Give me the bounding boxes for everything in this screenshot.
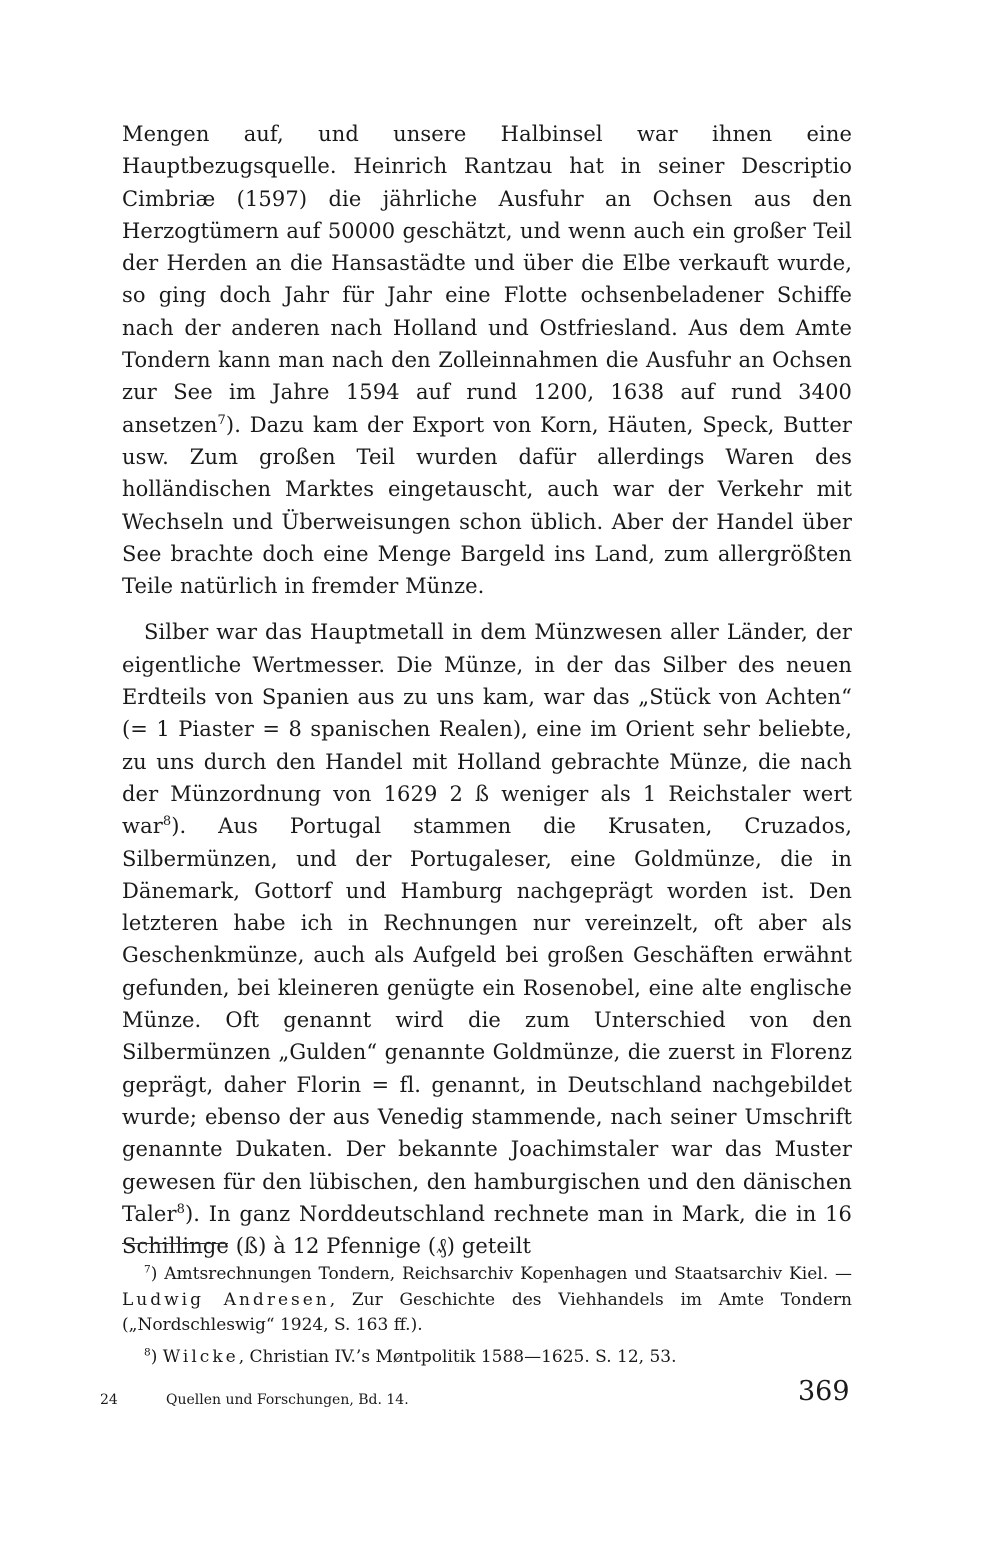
footnote-ref-8-second: 8 — [176, 1201, 185, 1217]
footnotes — [122, 1262, 852, 1370]
footnote-8-author: Wilcke — [162, 1346, 239, 1367]
footnote-8-text-a: ) — [150, 1346, 163, 1367]
page-number: 369 — [798, 1376, 850, 1407]
paragraph-1-text-a: Mengen auf, und unsere Halbinsel war ihnen eine Hauptbezugsquelle. Heinrich Rantzau hat in seiner Descriptio Cimbriæ (1597) die jährliche Ausfuhr an Ochsen aus den Herzogtümern auf 50000 geschätzt, und wenn auch ein großer Teil der Herden an die Hansastädte und über die Elbe verkauft wurde, so ging doch Jahr für Jahr eine Flotte ochsenbeladener Schiffe nach der anderen nach Holland und Ostfriesland. Aus dem Amte Tondern kann man nach den Zolleinnahmen die Ausfuhr an Ochsen zur See im Jahre 1594 auf rund 1200, 1638 auf rund 3400 ansetzen — [122, 122, 852, 437]
paragraph-1-text-b: ). Dazu kam der Export von Korn, Häuten, Speck, Butter usw. Zum großen Teil wurden dafür allerdings Waren des holländischen Marktes eingetauscht, auch war der Verkehr mit Wechseln und Überweisungen schon üblich. Aber der Handel über See brachte doch eine Menge Bargeld ins Land, zum allergrößten Teile natürlich in fremder Münze. — [122, 412, 852, 599]
paragraph-1 — [122, 118, 852, 602]
main-text — [122, 118, 852, 1262]
paragraph-2-text-a: Silber war das Hauptmetall in dem Münzwesen aller Länder, der eigentliche Wertmesser. Die Münze, in der das Silber des neuen Erdteils von Spanien aus zu uns kam, war das „Stück von Achten“ (= 1 Piaster = 8 spanischen Realen), eine im Orient sehr beliebte, zu uns durch den Handel mit Holland gebrachte Münze, die nach der Münzordnung von 1629 2 ß weniger als 1 Reichstaler wert war — [122, 620, 852, 839]
paragraph-2-text-c: ). In ganz Norddeutschland rechnete man in Mark, die in 16 Schillinge (ß) à 12 Pfennige (₰) geteilt — [122, 1201, 852, 1259]
footnote-7-text-b: , Zur Geschichte des Viehhandels im Amte Tondern („Nordschleswig“ 1924, S. 163 ff.). — [122, 1289, 852, 1335]
source-line: Quellen und Forschungen, Bd. 14. — [166, 1392, 409, 1408]
footnote-ref-7: 7 — [217, 412, 226, 428]
footnote-ref-8: 8 — [162, 814, 172, 830]
footnote-7-text-a: ) Amtsrechnungen Tondern, Reichsarchiv Kopenhagen und Staatsarchiv Kiel. — — [150, 1264, 852, 1284]
footnote-8-mark: 8 — [144, 1345, 151, 1358]
signature-mark: 24 — [100, 1392, 118, 1408]
footnote-8-text-b: , Christian IV.’s Møntpolitik 1588—1625. S. 12, 53. — [238, 1346, 677, 1367]
paragraph-2-text-b: ). Aus Portugal stammen die Krusaten, Cruzados, Silbermünzen, und der Portugaleser, eine Goldmünze, die in Dänemark, Gottorf und Hamburg nachgeprägt worden ist. Den letzteren habe ich in Rechnungen nur vereinzelt, oft aber als Geschenkmünze, auch als Aufgeld bei großen Geschäften erwähnt gefunden, bei kleineren genügte ein Rosenobel, eine alte englische Münze. Oft genannt wird die zum Unterschied von den Silbermünzen „Gulden“ genannte Goldmünze, die zuerst in Florenz geprägt, daher Florin = fl. genannt, in Deutschland nachgebildet wurde; ebenso der aus Venedig stammende, nach seiner Umschrift genannte Dukaten. Der bekannte Joachimstaler war das Muster gewesen für den lübischen, den hamburgischen und den dänischen Taler — [122, 814, 852, 1226]
footnote-divider — [122, 1243, 228, 1244]
footnote-7 — [122, 1262, 852, 1339]
footnote-8 — [122, 1345, 852, 1371]
footnote-7-mark: 7 — [144, 1263, 151, 1276]
footnote-7-author: Ludwig Andresen — [122, 1289, 330, 1310]
paragraph-2 — [122, 616, 852, 1262]
